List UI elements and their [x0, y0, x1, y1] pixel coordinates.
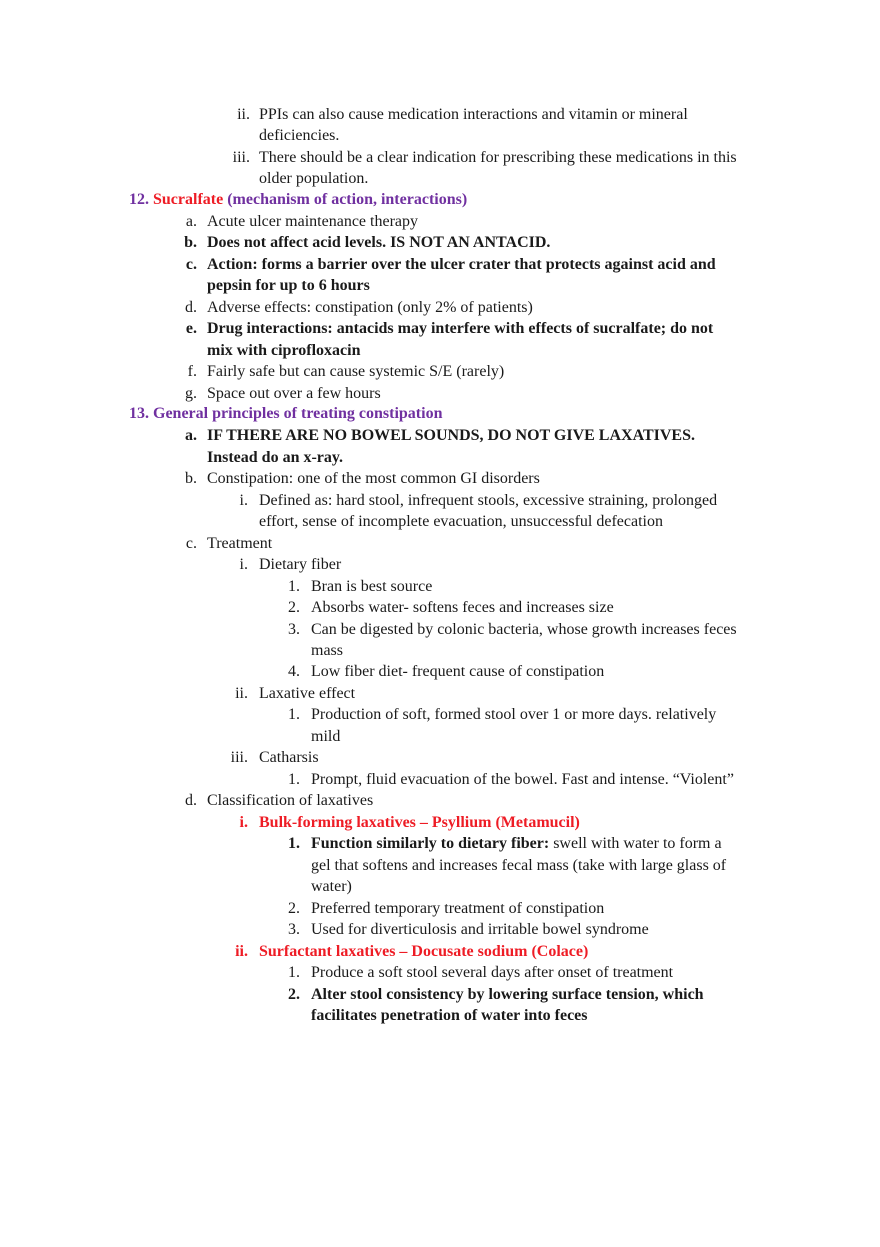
list-item-text: Does not affect acid levels. IS NOT AN ANTACID. — [207, 234, 551, 251]
list-item-text: Low fiber diet- frequent cause of constipation — [311, 663, 605, 680]
list-marker: 2. — [288, 900, 300, 917]
list-marker: i. — [239, 492, 248, 509]
list-item-text: Constipation: one of the most common GI disorders — [207, 470, 540, 487]
list-marker: ii. — [235, 685, 248, 702]
list-item-text: Acute ulcer maintenance therapy — [207, 213, 418, 230]
list-marker: 2. — [288, 986, 300, 1003]
list-item-text: Bran is best source — [311, 578, 433, 595]
section-title: Sucralfate — [153, 191, 224, 208]
list-marker: f. — [187, 363, 197, 380]
list-marker: 1. — [288, 835, 300, 852]
list-item-text-rest: swell with water to form a — [549, 835, 722, 852]
list-item-text: gel that softens and increases fecal mass (take with large glass of — [311, 857, 727, 874]
list-item-text: Can be digested by colonic bacteria, whose growth increases feces — [311, 621, 737, 638]
list-marker: g. — [185, 385, 197, 402]
bold-lead-text: Function similarly to dietary fiber: — [311, 835, 550, 852]
list-item-text: There should be a clear indication for prescribing these medications in this — [259, 149, 737, 166]
list-item-text: Laxative effect — [259, 685, 356, 702]
list-item-text: older population. — [259, 170, 369, 187]
list-marker: 1. — [288, 706, 300, 723]
list-item-text: mass — [311, 642, 343, 659]
list-item-text: Used for diverticulosis and irritable bowel syndrome — [311, 921, 649, 938]
list-marker: e. — [185, 320, 197, 337]
list-item-text: Treatment — [207, 535, 273, 552]
list-marker: c. — [185, 535, 197, 552]
list-marker: b. — [184, 234, 197, 251]
list-marker: 4. — [288, 663, 300, 680]
list-item-text: Classification of laxatives — [207, 792, 374, 809]
section-number: 12. — [129, 191, 149, 208]
section-heading-12 — [129, 189, 467, 210]
list-marker: ii. — [237, 106, 250, 123]
list-item-text: Preferred temporary treatment of constipation — [311, 900, 605, 917]
list-item-text: Instead do an x-ray. — [207, 449, 344, 466]
section-subtitle: (mechanism of action, interactions) — [227, 191, 468, 208]
list-marker: iii. — [230, 749, 248, 766]
list-item-text: effort, sense of incomplete evacuation, unsuccessful defecation — [259, 513, 663, 530]
list-item-text — [311, 833, 722, 854]
list-marker: b. — [185, 470, 197, 487]
list-marker: 1. — [288, 578, 300, 595]
list-item-text: Alter stool consistency by lowering surface tension, which — [311, 986, 704, 1003]
list-marker: d. — [185, 299, 197, 316]
list-item-text: Bulk-forming laxatives – Psyllium (Metamucil) — [259, 814, 580, 831]
list-marker: 1. — [288, 771, 300, 788]
list-marker: i. — [239, 556, 248, 573]
list-item-text: Production of soft, formed stool over 1 or more days. relatively — [311, 706, 717, 723]
list-item-text: facilitates penetration of water into feces — [311, 1007, 588, 1024]
list-item-text: Surfactant laxatives – Docusate sodium (Colace) — [259, 943, 589, 960]
list-item-text: IF THERE ARE NO BOWEL SOUNDS, DO NOT GIVE LAXATIVES. — [207, 427, 695, 444]
list-item-text: PPIs can also cause medication interactions and vitamin or mineral — [259, 106, 688, 123]
list-marker: 3. — [288, 621, 300, 638]
list-item-text: Produce a soft stool several days after onset of treatment — [311, 964, 674, 981]
list-marker: i. — [239, 814, 248, 831]
list-item-text: Absorbs water- softens feces and increases size — [311, 599, 614, 616]
list-marker: 1. — [288, 964, 300, 981]
list-item-text: Space out over a few hours — [207, 385, 381, 402]
list-marker: ii. — [235, 943, 248, 960]
list-item-text: mix with ciprofloxacin — [207, 342, 361, 359]
list-marker: a. — [185, 427, 197, 444]
list-item-text: pepsin for up to 6 hours — [207, 277, 370, 294]
list-item-text: deficiencies. — [259, 127, 340, 144]
list-marker: a. — [185, 213, 197, 230]
list-item-text: mild — [311, 728, 341, 745]
list-marker: 3. — [288, 921, 300, 938]
list-item-text: Fairly safe but can cause systemic S/E (rarely) — [207, 363, 505, 380]
list-item-text: Dietary fiber — [259, 556, 342, 573]
list-item-text: Defined as: hard stool, infrequent stools, excessive straining, prolonged — [259, 492, 718, 509]
list-marker: c. — [185, 256, 197, 273]
list-item-text: Prompt, fluid evacuation of the bowel. Fast and intense. “Violent” — [311, 771, 734, 788]
section-heading-13: 13. General principles of treating constipation — [129, 405, 443, 422]
list-item-text: Adverse effects: constipation (only 2% of patients) — [207, 299, 533, 316]
list-item-text: water) — [311, 878, 352, 895]
list-marker: d. — [185, 792, 197, 809]
list-marker: 2. — [288, 599, 300, 616]
list-item-text: Catharsis — [259, 749, 319, 766]
list-item-text: Drug interactions: antacids may interfere with effects of sucralfate; do not — [207, 320, 714, 337]
list-item-text: Action: forms a barrier over the ulcer crater that protects against acid and — [207, 256, 716, 273]
list-marker: iii. — [232, 149, 250, 166]
